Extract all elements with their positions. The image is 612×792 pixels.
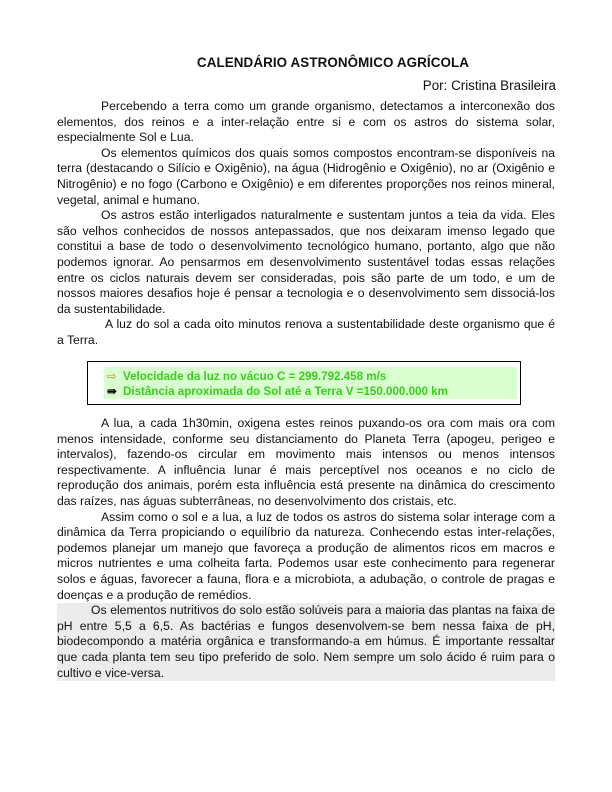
light-speed-line [107,369,386,383]
highlight-box [87,361,521,405]
double-arrow-right-icon: ⇛ [107,385,117,398]
document-title: CALENDÁRIO ASTRONÔMICO AGRÍCOLA [196,55,470,70]
body-text-bottom [57,416,555,681]
sun-distance-text: Distância aproximada do Sol até a Terra V =150.000.000 km [123,385,448,398]
sun-distance-line [107,384,448,398]
author-line: Por: Cristina Brasileira [422,78,556,93]
arrow-right-icon: ⇨ [107,370,117,383]
paragraph-2: Os elementos químicos dos quais somos compostos encontram-se disponíveis na terra (destacando o Silício e Oxigênio), na água (Hidrogênio e Oxigênio), no ar (Oxigênio e Nitrogênio) e no fogo (Carbono e Oxigênio) e em diferentes proporções nos reinos mineral, vegetal, animal e humano. [57,145,555,207]
paragraph-5: A lua, a cada 1h30min, oxigena estes reinos puxando-os ora com mais ora com menos intensidade, conforme seu distanciamento do Planeta Terra (apogeu, perigeo e intervalos), fazendo-os circular em movimento mais intensos ou menos intensos respectivamente. A influência lunar é mais perceptível nos oceanos e no ciclo de reprodução dos animais, porém esta influência está presente na dinâmica do crescimento das raízes, nas águas subterrâneas, no desenvolvimento dos cristais, etc. [57,416,555,508]
paragraph-3: Os astros estão interligados naturalmente e sustentam juntos a teia da vida. Eles são velhos conhecidos de nossos antepassados, que nos deixaram imenso legado que constitui a base de todo o desenvolvimento tecnológico humano, portanto, algo que não podemos ignorar. Ao pensarmos em desenvolvimento sustentável todas essas relações entre os ciclos naturais devem ser consideradas, pois são parte de um todo, e um de nossos maiores desafios hoje é pensar a tecnologia e o desenvolvimento sem dissociá-los da sustentabilidade. [57,208,555,316]
light-speed-text: Velocidade da luz no vácuo C = 299.792.458 m/s [123,370,387,383]
highlight-box-fill [104,367,517,399]
paragraph-4: A luz do sol a cada oito minutos renova a sustentabilidade deste organismo que é a Terra. [57,317,555,347]
paragraph-1: Percebendo a terra como um grande organismo, detectamos a interconexão dos elementos, dos reinos e a inter-relação entre si e com os astros do sistema solar, especialmente Sol e Lua. [57,99,555,145]
paragraph-6: Assim como o sol e a lua, a luz de todos os astros do sistema solar interage com a dinâmica da Terra propiciando o equilíbrio da natureza. Conhecendo estas inter-relações, podemos planejar um manejo que favoreça a produção de alimentos ricos em macros e micros nutrientes e uma colheita farta. Podemos usar este conhecimento para regenerar solos e águas, favorecer a fauna, flora e a microbiota, a adubação, o controle de pragas e doenças e a produção de remédios. [57,509,555,602]
paragraph-7: Os elementos nutritivos do solo estão solúveis para a maioria das plantas na faixa de pH entre 5,5 a 6,5. As bactérias e fungos desenvolvem-se bem nessa faixa de pH, biodecompondo a matéria orgânica e transformando-a em húmus. É importante ressaltar que cada planta tem seu tipo preferido de solo. Nem sempre um solo ácido é ruim para o cultivo e vice-versa. [57,603,555,680]
body-text-top [57,99,555,349]
